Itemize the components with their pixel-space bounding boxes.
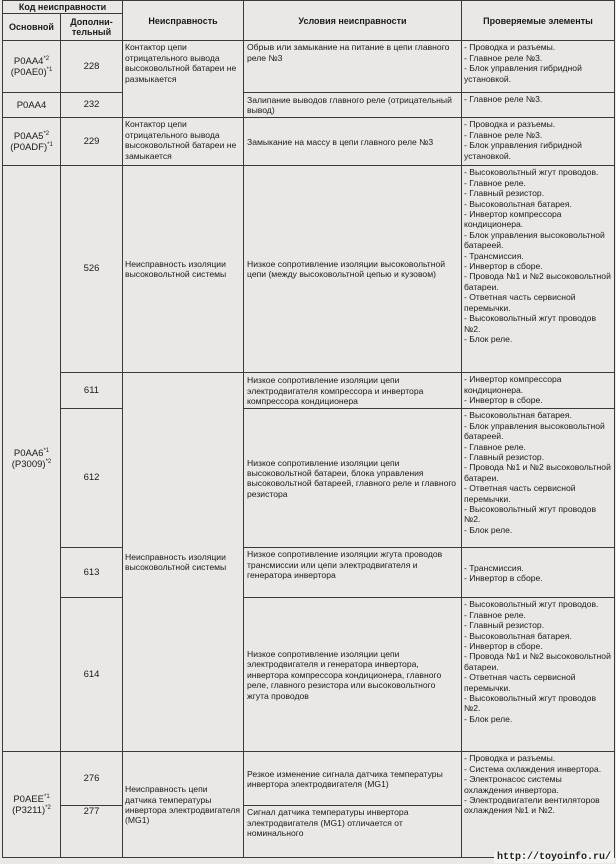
fault-description: Контактор цепи отрицательного вывода высоковольтной батареи не замыкается — [123, 118, 244, 166]
checked-elements: - Проводка и разъемы. - Главное реле №3. - Блок управления гибридной установкой. — [462, 41, 615, 93]
main-code: P0AA5$^{*2}$ $(P0ADF)^{*1}$ — [3, 118, 61, 166]
header-additional: Дополни-тельный — [61, 14, 123, 41]
additional-code: 277 — [61, 806, 123, 858]
table-row — [3, 373, 615, 409]
main-code: P0AA4$^{*2}$ $(P0AE0)^{*1}$ — [3, 41, 61, 93]
fault-condition: Низкое сопротивление изоляции высоковольтной цепи (между высоковольтной цепью и кузовом) — [244, 166, 462, 373]
header-main: Основной — [3, 14, 61, 41]
header-fault: Неисправность — [123, 1, 244, 41]
additional-code: 526 — [61, 166, 123, 373]
additional-code: 611 — [61, 373, 123, 409]
table-row — [3, 41, 615, 93]
additional-code: 614 — [61, 598, 123, 752]
additional-code: 228 — [61, 41, 123, 93]
checked-elements: - Трансмиссия. - Инвертор в сборе. — [462, 548, 615, 598]
site-watermark: http://toyoinfo.ru/ — [494, 852, 614, 863]
fault-description: Неисправность изоляции высоковольтной системы — [123, 373, 244, 752]
fault-condition: Низкое сопротивление изоляции цепи электродвигателя и генератора инвертора, инвертора компрессора кондиционера, главного реле, главного резистора или высоковольтного жгута проводов — [244, 598, 462, 752]
fault-description: Контактор цепи отрицательного вывода высоковольтной батареи не размыкается — [123, 41, 244, 118]
fault-condition: Низкое сопротивление изоляции цепи высоковольтной батареи, блока управления высоковольтной батареей, главного реле и главного резистора — [244, 409, 462, 548]
table-row — [3, 598, 615, 752]
header-checked: Проверяемые элементы — [462, 1, 615, 41]
fault-description: Неисправность цепи датчика температуры инвертора электродвигателя (MG1) — [123, 752, 244, 858]
fault-condition: Низкое сопротивление изоляции цепи электродвигателя компрессора и инвертора компрессора кондиционера — [244, 373, 462, 409]
table-row — [3, 548, 615, 598]
table-row — [3, 118, 615, 166]
additional-code: 229 — [61, 118, 123, 166]
fault-condition: Замыкание на массу в цепи главного реле №3 — [244, 118, 462, 166]
checked-elements: - Высоковольтный жгут проводов. - Главное реле. - Главный резистор. - Высоковольтная батарея. - Инвертор компрессора кондиционера. - Блок управления высоковольтной батареей. - Трансмиссия. - Инвертор в сборе. - Провода №1 и №2 высоковольтной батареи. - Ответная часть сервисной перемычки. - Высоковольтный жгут проводов №2. - Блок реле. — [462, 166, 615, 373]
main-code: P0AA6$^{*1}$ $(P3009)^{*2}$ — [3, 166, 61, 752]
table-row — [3, 409, 615, 548]
table-row — [3, 93, 615, 118]
checked-elements: - Высоковольтный жгут проводов. - Главное реле. - Главный резистор. - Высоковольтная батарея. - Инвертор в сборе. - Провода №1 и №2 высоковольтной батареи. - Ответная часть сервисной перемычки. - Высоковольтный жгут проводов №2. - Блок реле. — [462, 598, 615, 752]
checked-elements: - Проводка и разъемы. - Система охлаждения инвертора. - Электронасос системы охлаждения инвертора. - Электродвигатели вентиляторов охлаждения №1 и №2. — [462, 752, 615, 858]
fault-condition: Низкое сопротивление изоляции жгута проводов трансмиссии или цепи электродвигателя и генератора инвертора — [244, 548, 462, 598]
header-conditions: Условия неисправности — [244, 1, 462, 41]
fault-description: Неисправность изоляции высоковольтной системы — [123, 166, 244, 373]
header-code-group: Код неисправности — [3, 1, 123, 14]
additional-code: 232 — [61, 93, 123, 118]
additional-code: 613 — [61, 548, 123, 598]
fault-condition: Обрыв или замыкание на питание в цепи главного реле №3 — [244, 41, 462, 93]
checked-elements: - Проводка и разъемы. - Главное реле №3. - Блок управления гибридной установкой. — [462, 118, 615, 166]
checked-elements: - Главное реле №3. — [462, 93, 615, 118]
additional-code: 276 — [61, 752, 123, 806]
table-row — [3, 752, 615, 806]
fault-condition: Резкое изменение сигнала датчика температуры инвертора электродвигателя (MG1) — [244, 752, 462, 806]
checked-elements: - Инвертор компрессора кондиционера. - Инвертор в сборе. — [462, 373, 615, 409]
fault-condition: Сигнал датчика температуры инвертора электродвигателя (MG1) отличается от номинального — [244, 806, 462, 858]
table-row — [3, 166, 615, 373]
fault-condition: Залипание выводов главного реле (отрицательный вывод) — [244, 93, 462, 118]
main-code: P0AEE$^{*1}$ $(P3211)^{*2}$ — [3, 752, 61, 858]
main-code: P0AA4 — [3, 93, 61, 118]
additional-code: 612 — [61, 409, 123, 548]
checked-elements: - Высоковольтная батарея. - Блок управления высоковольтной батареей. - Главное реле. - Главный резистор. - Провода №1 и №2 высоковольтной батареи. - Ответная часть сервисной перемычки. - Высоковольтный жгут проводов №2. - Блок реле. — [462, 409, 615, 548]
fault-code-table — [2, 0, 615, 858]
